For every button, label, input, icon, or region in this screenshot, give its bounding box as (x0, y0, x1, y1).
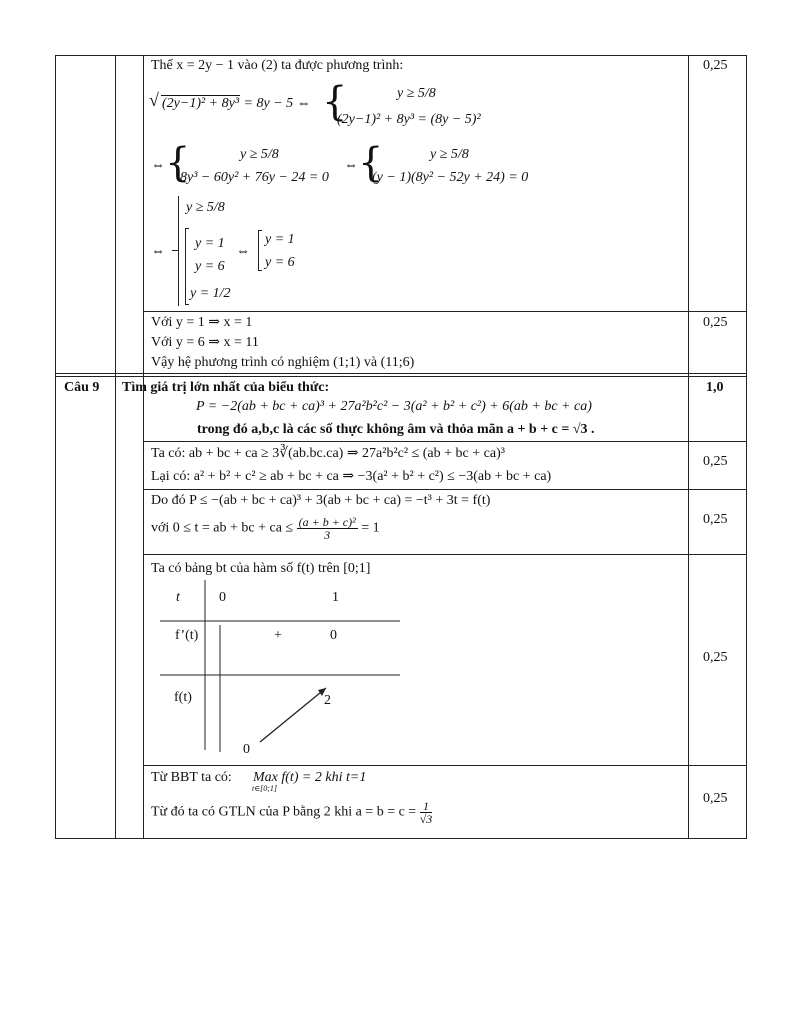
system5-bracket-bottom (258, 270, 262, 271)
score-cell-1: 0,25 (703, 58, 728, 73)
table-f-label: f(t) (174, 690, 192, 705)
score-cell-3: 0,25 (703, 454, 728, 469)
row-line-7 (143, 765, 747, 766)
table-border-left (55, 55, 56, 839)
max-subscript: t∈[0;1] (252, 784, 278, 793)
iff-symbol-4: ⇔ (236, 244, 250, 259)
step2-line-b (151, 516, 380, 541)
step2-bound-pre: với 0 ≤ t = ab + bc + ca ≤ (151, 520, 294, 536)
sqrt-equation (151, 96, 311, 112)
system4-brace-tip (172, 250, 178, 251)
step2-bound-post: = 1 (361, 520, 380, 536)
score-cell-5: 0,25 (703, 650, 728, 665)
iff-symbol-1: ⇔ (151, 158, 165, 173)
row-line-bottom (55, 838, 747, 839)
system1-top: y ≥ 5/8 (397, 86, 436, 101)
table-t-label: t (176, 590, 180, 605)
max-expression: Max f(t) = 2 khi t=1 (253, 770, 367, 785)
table-border-right (746, 55, 747, 839)
sqrt-equation-rhs: = 8y − 5 ⇔ (243, 96, 311, 111)
system4-bracket (185, 228, 186, 304)
final-fraction (420, 800, 433, 825)
row-line-top (55, 55, 747, 56)
system4-brace-outer (178, 196, 179, 306)
step1-line-b: Lại có: a² + b² + c² ≥ ab + bc + ca ⇒ −3(a² + b² + c²) ≤ −3(ab + bc + ca) (151, 469, 552, 484)
score-cell-2: 0,25 (703, 315, 728, 330)
question-label: Câu 9 (64, 380, 100, 395)
case-y-6: Với y = 6 ⇒ x = 11 (151, 335, 259, 350)
row-line-3 (55, 376, 747, 377)
table-f-min: 0 (243, 742, 250, 757)
system4-case-c: y = 1/2 (190, 286, 231, 301)
row-line-6 (143, 554, 747, 555)
sqrt-radicand: (2y−1)² + 8y³ (162, 96, 240, 111)
question-points: 1,0 (706, 380, 724, 395)
iff-symbol-2: ⇔ (344, 158, 358, 173)
system1-bottom: (2y−1)² + 8y³ = (8y − 5)² (337, 112, 481, 127)
table-border-col2 (115, 55, 116, 839)
system2-top: y ≥ 5/8 (240, 147, 279, 162)
step2-fraction (297, 516, 358, 541)
row-line-2 (55, 373, 747, 374)
question-condition: trong đó a,b,c là các số thực không âm và thỏa mãn a + b + c = √3 . (197, 422, 595, 437)
step2-fraction-den: 3 (324, 528, 331, 542)
final-fraction-num: 1 (420, 800, 433, 813)
system3-top: y ≥ 5/8 (430, 147, 469, 162)
table-t0: 0 (219, 590, 226, 605)
system3-bottom: (y − 1)(8y² − 52y + 24) = 0 (372, 170, 529, 185)
substitution-line: Thế x = 2y − 1 vào (2) ta được phương trình: (151, 58, 404, 73)
system4-top: y ≥ 5/8 (186, 200, 225, 215)
score-cell-6: 0,25 (703, 791, 728, 806)
system4-case-b: y = 6 (195, 259, 225, 274)
final-fraction-den: √3 (419, 812, 433, 826)
system5-bracket-top (258, 230, 262, 231)
table-border-col4 (688, 55, 689, 839)
iff-symbol-3: ⇔ (151, 244, 165, 259)
variation-table-intro: Ta có bảng bt của hàm số f(t) trên [0;1] (151, 561, 371, 576)
final-answer (151, 800, 432, 825)
case-y-1: Với y = 1 ⇒ x = 1 (151, 315, 253, 330)
solution-conclusion: Vậy hệ phương trình có nghiệm (1;1) và (11;6) (151, 355, 415, 370)
system4-bracket-bottom (185, 304, 189, 305)
system2-brace: { (165, 140, 191, 186)
system4-case-a: y = 1 (195, 236, 225, 251)
system4-bracket-top (185, 228, 189, 229)
step2-fraction-num: (a + b + c)² (298, 515, 356, 529)
row-line-5 (143, 489, 747, 490)
question-expression: P = −2(ab + bc + ca)³ + 27a²b²c² − 3(a² + b² + c²) + 6(ab + bc + ca) (196, 399, 592, 414)
table-f-max: 2 (324, 693, 331, 708)
table-t1: 1 (332, 590, 339, 605)
system5-case-a: y = 1 (265, 232, 295, 247)
system2-bottom: 8y³ − 60y² + 76y − 24 = 0 (180, 170, 329, 185)
system5-case-b: y = 6 (265, 255, 295, 270)
table-fprime-label: f’(t) (175, 628, 199, 643)
question-title: Tìm giá trị lớn nhất của biểu thức: (122, 380, 330, 395)
system1-brace: { (322, 79, 348, 125)
from-bbt-label: Từ BBT ta có: (151, 770, 232, 785)
system3-brace: { (358, 140, 384, 186)
system5-bracket (258, 230, 259, 270)
variation-table-lines (150, 580, 400, 755)
row-line-4 (143, 441, 747, 442)
table-fprime-sign: + (274, 628, 282, 643)
row-line-1 (143, 311, 747, 312)
table-border-col3 (143, 55, 144, 839)
score-cell-4: 0,25 (703, 512, 728, 527)
step1-line-a: Ta có: ab + bc + ca ≥ 3∛(ab.bc.ca) ⇒ 27a²b²c² ≤ (ab + bc + ca)³ (151, 446, 505, 461)
step2-line-a: Do đó P ≤ −(ab + bc + ca)³ + 3(ab + bc + ca) = −t³ + 3t = f(t) (151, 493, 491, 508)
final-answer-pre: Từ đó ta có GTLN của P bằng 2 khi a = b = c = (151, 804, 417, 820)
table-fprime-zero: 0 (330, 628, 337, 643)
